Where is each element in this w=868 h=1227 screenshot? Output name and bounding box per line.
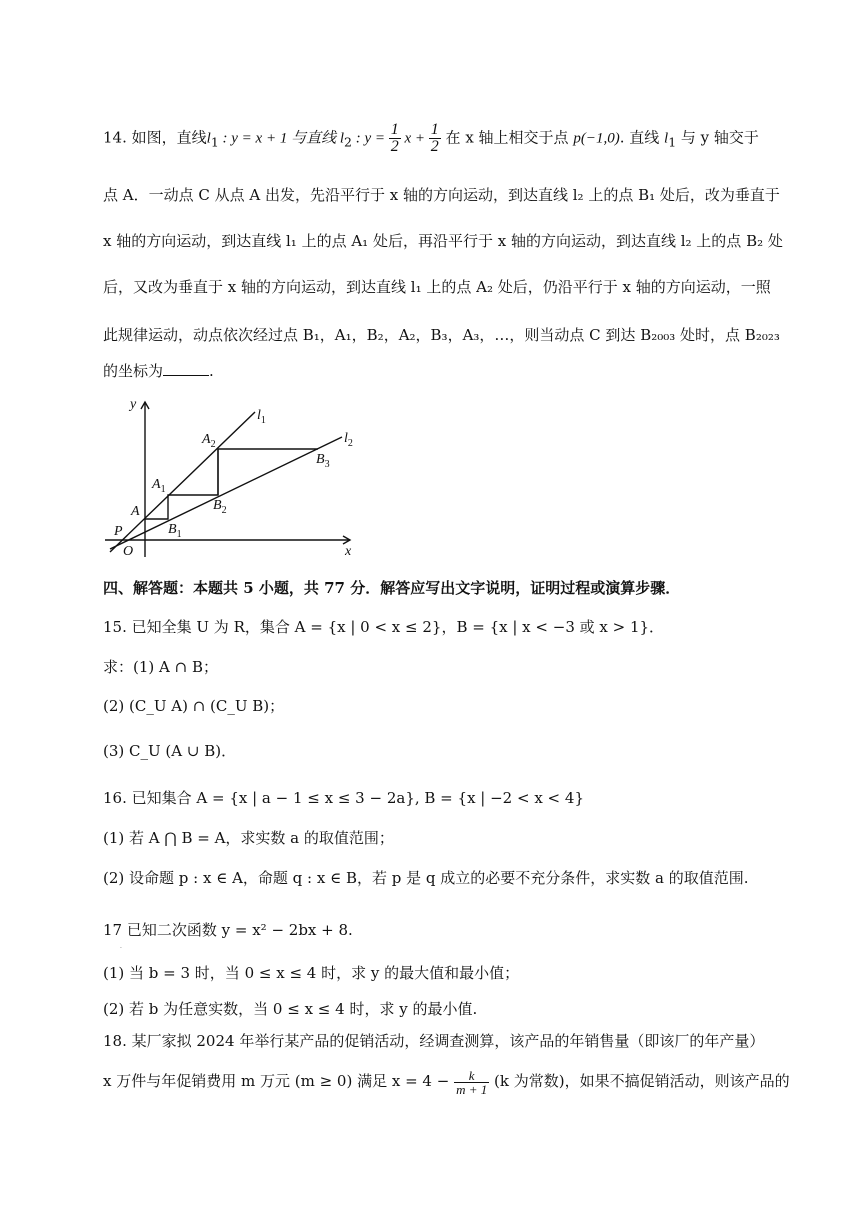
label-A: A bbox=[131, 504, 140, 519]
label-x: x bbox=[345, 544, 352, 559]
p16-line2: (1) 若 A ⋂ B = A，求实数 a 的取值范围； bbox=[103, 829, 394, 847]
label-O: O bbox=[123, 544, 134, 559]
line-l1 bbox=[110, 412, 255, 552]
label-y: y bbox=[130, 397, 137, 412]
label-B3: $B_3$ bbox=[316, 452, 330, 470]
p15-line4: (3) C_U (A ∪ B)． bbox=[103, 742, 237, 760]
p17-line2: (1) 当 b = 3 时，当 0 ≤ x ≤ 4 时，求 y 的最大值和最小值； bbox=[103, 964, 520, 982]
p17-line1: 17 已知二次函数 y = x² − 2bx + 8. bbox=[103, 921, 353, 939]
p18-line1: 18. 某厂家拟 2024 年举行某产品的促销活动，经调查测算，该产品的年销售量（即该厂的年产量） bbox=[103, 1032, 765, 1050]
p14-line4: 后，又改为垂直于 x 轴的方向运动，到达直线 l₁ 上的点 A₂ 处后，仍沿平行于 x 轴的方向运动，一照 bbox=[103, 278, 771, 296]
label-A1: $A_1$ bbox=[152, 477, 166, 495]
p14-line5: 此规律运动，动点依次经过点 B₁，A₁，B₂，A₂，B₃，A₃，…，则当动点 C 到达 B₂₀₀₃ 处时，点 B₂₀₂₃ bbox=[103, 326, 780, 344]
p14-line1: 14. 如图，直线$l_1$ : y = x + 1 与直线 $l_2$ : y = $\frac{1}{2}$ x + $\frac{1}{2}$ 在 x 轴上相交于点 p(−1,0). 直线 $l_1$ 与 y 轴交于 bbox=[103, 121, 759, 155]
label-l2: $l_2$ bbox=[344, 431, 353, 449]
p14-line6: 的坐标为 . bbox=[103, 362, 214, 380]
label-B2: $B_2$ bbox=[213, 498, 227, 516]
p15-line2: 求：(1) A ∩ B； bbox=[103, 658, 218, 676]
fraction-half-1: $\frac{1}{2}$ bbox=[390, 121, 399, 155]
label-B1: $B_1$ bbox=[168, 522, 182, 540]
label-l1: $l_1$ bbox=[257, 408, 266, 426]
label-A2: $A_2$ bbox=[202, 432, 216, 450]
stray-dot: . bbox=[120, 943, 122, 950]
p14-number: 14. bbox=[103, 128, 127, 147]
p14-line3: x 轴的方向运动，到达直线 l₁ 上的点 A₁ 处后，再沿平行于 x 轴的方向运动，到达直线 l₂ 上的点 B₂ 处 bbox=[103, 232, 783, 250]
p18-line2: x 万件与年促销费用 m 万元 (m ≥ 0) 满足 x = 4 − $\frac{k}{m + 1}$ (k 为常数)，如果不搞促销活动，则该产品的 bbox=[103, 1067, 790, 1097]
label-P: P bbox=[114, 524, 123, 539]
p15-line1: 15. 已知全集 U 为 R，集合 A = {x | 0 < x ≤ 2}，B = {x | x < −3 或 x > 1}． bbox=[103, 618, 665, 636]
path-staircase bbox=[145, 449, 318, 519]
p16-line1: 16. 已知集合 A = {x | a − 1 ≤ x ≤ 3 − 2a}, B = {x | −2 < x < 4} bbox=[103, 789, 584, 807]
section-heading: 四、解答题：本题共 5 小题，共 77 分．解答应写出文字说明，证明过程或演算步骤． bbox=[103, 579, 681, 597]
p15-line3: (2) (C_U A) ∩ (C_U B)； bbox=[103, 697, 285, 715]
coordinate-figure bbox=[100, 392, 370, 562]
p17-line3: (2) 若 b 为任意实数，当 0 ≤ x ≤ 4 时，求 y 的最小值. bbox=[103, 1000, 478, 1018]
fraction-half-2: $\frac{1}{2}$ bbox=[430, 121, 439, 155]
p16-line3: (2) 设命题 p : x ∈ A，命题 q : x ∈ B，若 p 是 q 成立的必要不充分条件，求实数 a 的取值范围. bbox=[103, 869, 749, 887]
answer-blank bbox=[163, 361, 209, 376]
fraction-k-over-m-plus-1: $\frac{k}{m + 1}$ bbox=[456, 1067, 488, 1097]
p14-line2: 点 A．一动点 C 从点 A 出发，先沿平行于 x 轴的方向运动，到达直线 l₂ 上的点 B₁ 处后，改为垂直于 bbox=[103, 186, 780, 204]
